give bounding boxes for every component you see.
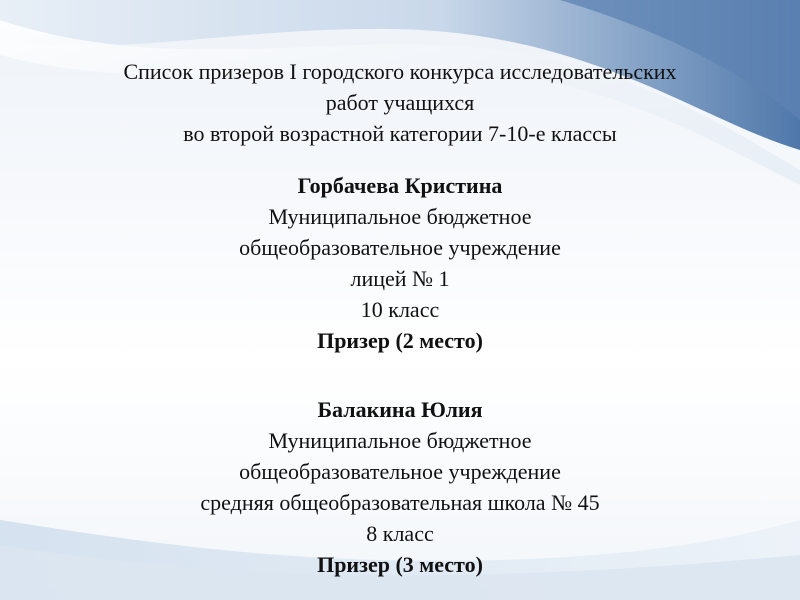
winner-org-line-2: общеобразовательное учреждение (239, 459, 561, 484)
heading-line-1: Список призеров I городского конкурса исследовательских (123, 59, 677, 84)
winner-entry (100, 170, 700, 356)
winner-grade: 8 класс (366, 521, 434, 546)
winner-award: Призер (3 место) (317, 552, 483, 577)
heading-line-3: во второй возрастной категории 7-10-е классы (183, 121, 617, 146)
slide-heading (40, 56, 760, 149)
heading-line-2: работ учащихся (325, 90, 475, 115)
winner-school: средняя общеобразовательная школа № 45 (200, 490, 600, 515)
winner-name: Балакина Юлия (317, 397, 483, 422)
winner-award: Призер (2 место) (317, 328, 483, 353)
winner-name: Горбачева Кристина (297, 173, 503, 198)
winner-grade: 10 класс (360, 297, 440, 322)
winner-org-line-1: Муниципальное бюджетное (268, 428, 532, 453)
winner-school: лицей № 1 (350, 266, 450, 291)
winner-org-line-2: общеобразовательное учреждение (239, 235, 561, 260)
winner-entry (100, 394, 700, 580)
winner-org-line-1: Муниципальное бюджетное (268, 204, 532, 229)
